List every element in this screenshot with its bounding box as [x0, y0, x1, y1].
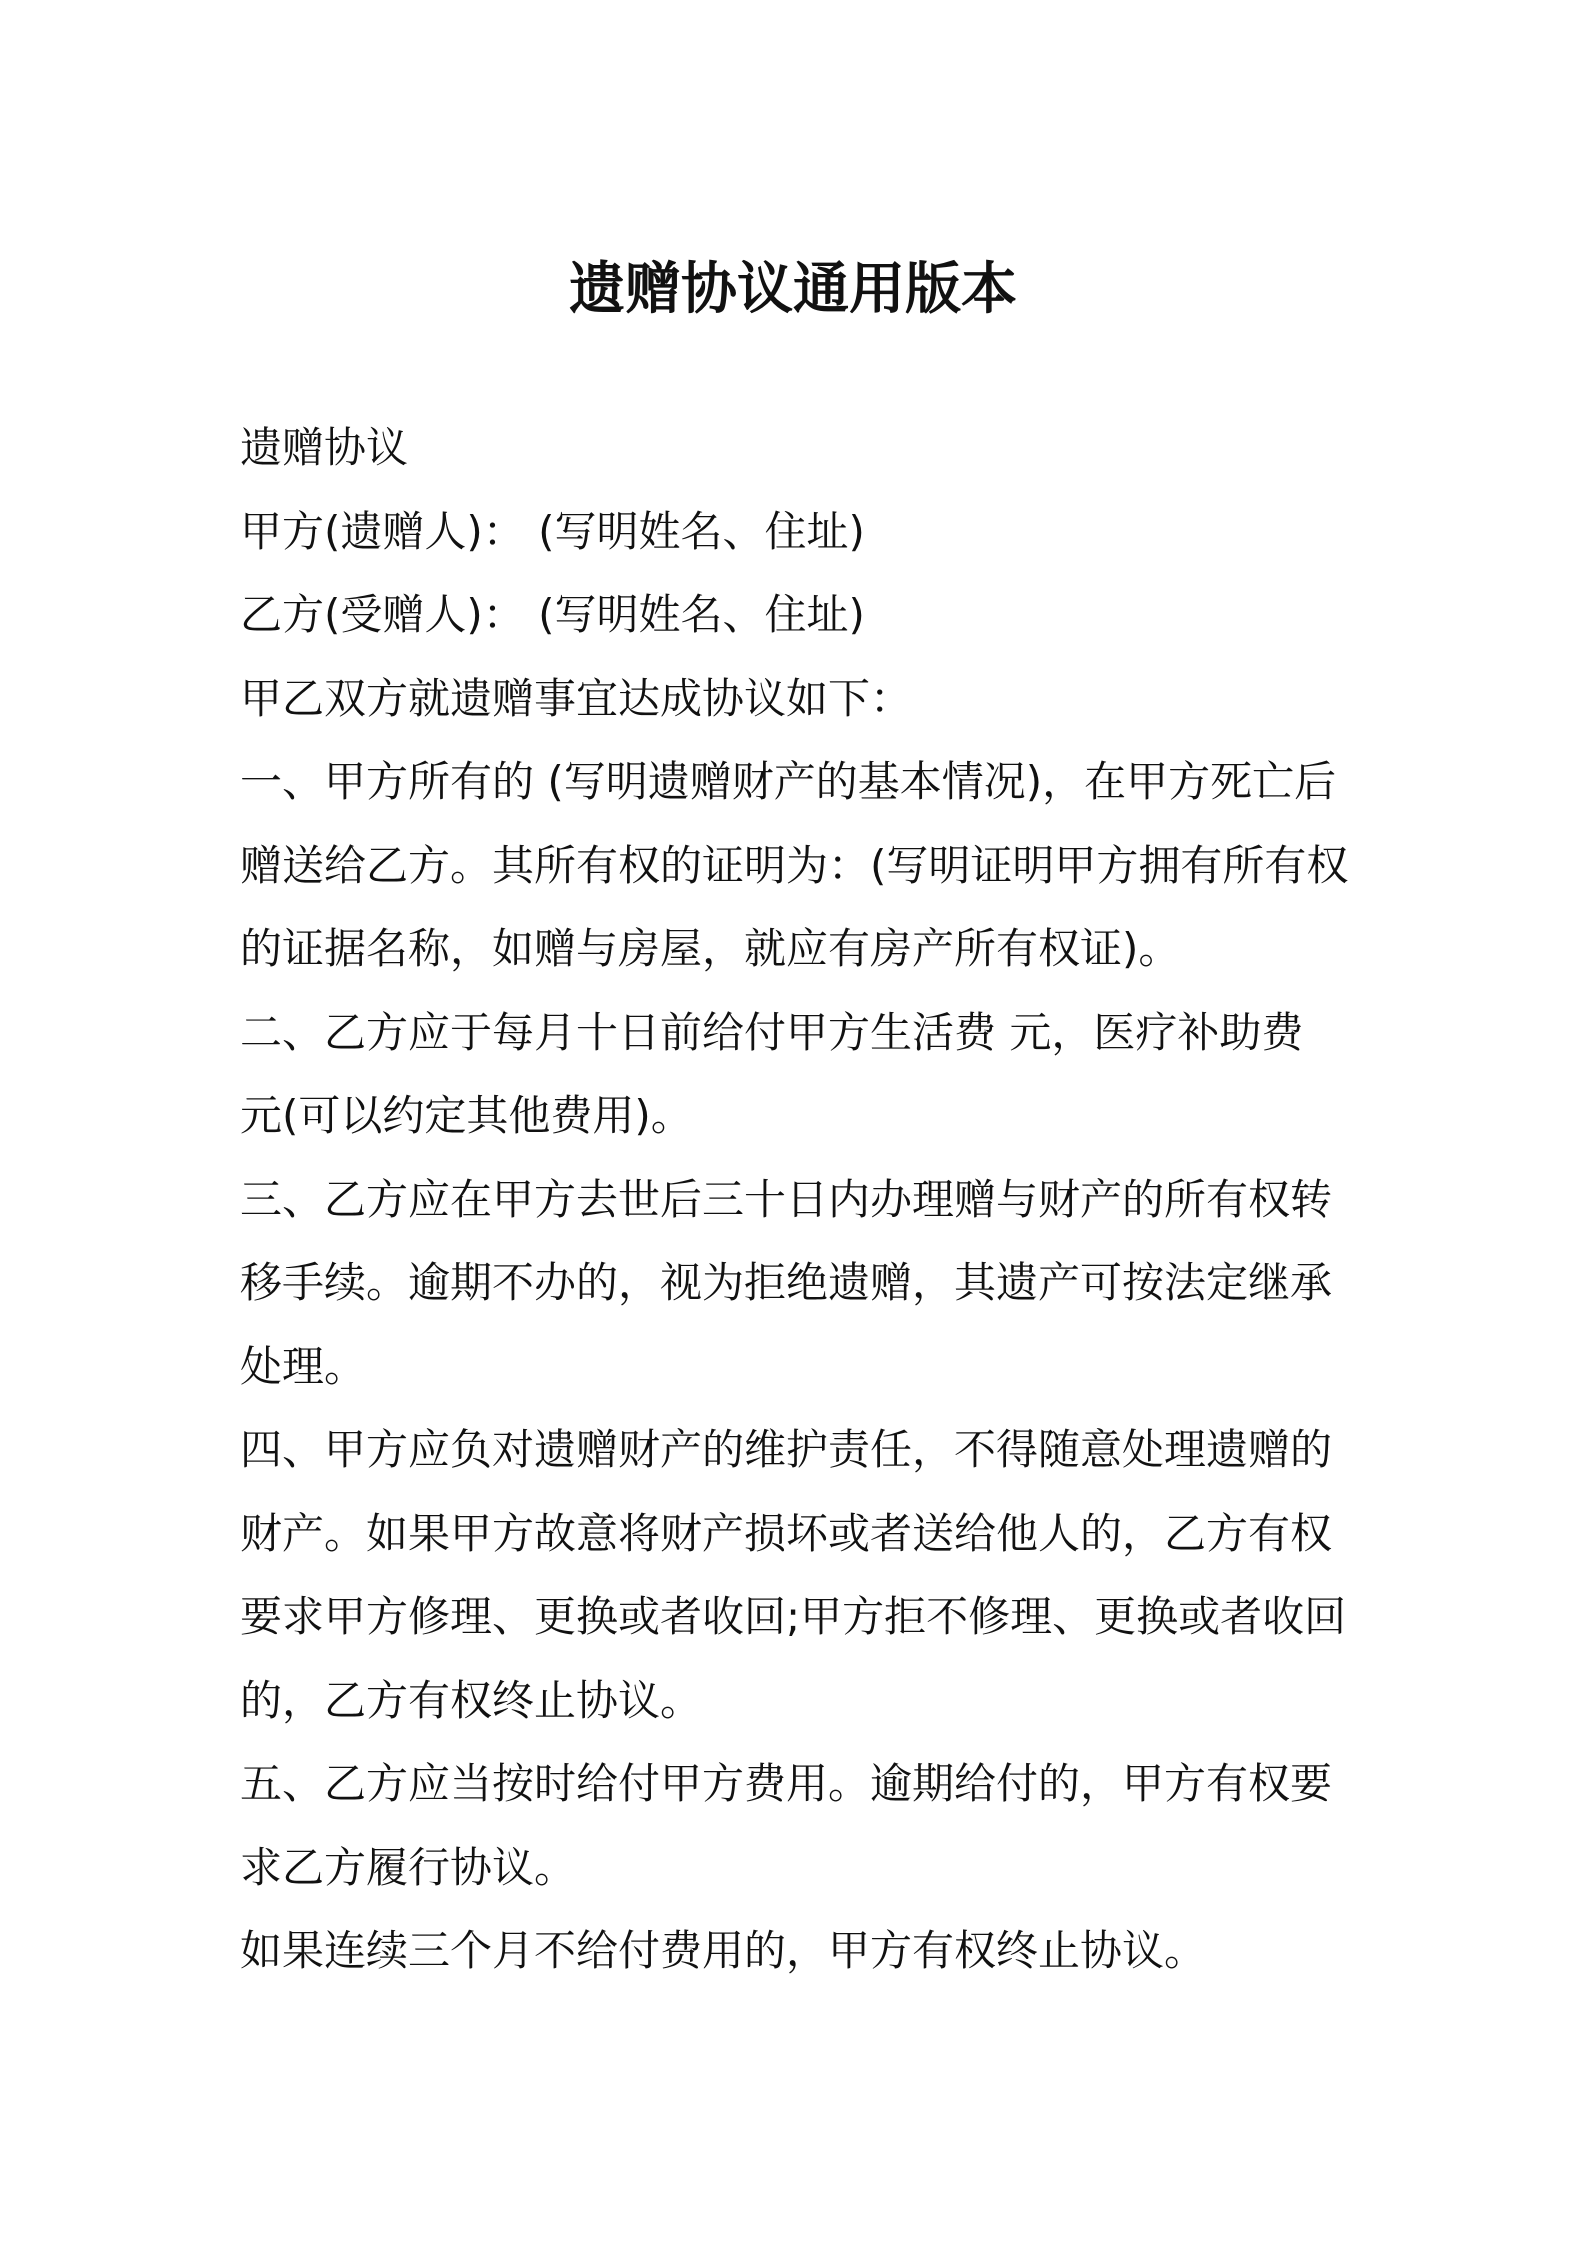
clause-4-line-3: 要求甲方修理、更换或者收回;甲方拒不修理、更换或者收回 — [240, 1592, 1347, 1641]
document-title: 遗赠协议通用版本 — [569, 257, 1017, 322]
clause-5-line-2: 求乙方履行协议。 — [240, 1842, 577, 1892]
clause-3-line-3: 处理。 — [240, 1341, 367, 1391]
agreement-intro: 甲乙双方就遗赠事宜达成协议如下： — [240, 673, 913, 723]
clause-5-line-3: 如果连续三个月不给付费用的，甲方有权终止协议。 — [240, 1926, 1207, 1975]
clause-3-line-1: 三、乙方应在甲方去世后三十日内办理赠与财产的所有权转 — [240, 1174, 1333, 1224]
document-body — [240, 406, 1350, 1993]
clause-2-line-2: 元(可以约定其他费用)。 — [240, 1091, 693, 1140]
clause-1-line-3: 的证据名称，如赠与房屋，就应有房产所有权证)。 — [240, 924, 1181, 973]
clause-1-line-1: 一、甲方所有的 (写明遗赠财产的基本情况)，在甲方死亡后 — [240, 757, 1337, 806]
clause-3-line-2: 移手续。逾期不办的，视为拒绝遗赠，其遗产可按法定继承 — [240, 1258, 1333, 1307]
party-a-line: 甲方(遗赠人)： (写明姓名、住址) — [240, 506, 865, 556]
clause-4-line-4: 的，乙方有权终止协议。 — [240, 1675, 703, 1725]
clause-5-line-1: 五、乙方应当按时给付甲方费用。逾期给付的，甲方有权要 — [240, 1759, 1333, 1808]
clause-4-line-2: 财产。如果甲方故意将财产损坏或者送给他人的，乙方有权 — [240, 1508, 1333, 1558]
clause-4-line-1: 四、甲方应负对遗赠财产的维护责任，不得随意处理遗赠的 — [240, 1425, 1333, 1474]
clause-1-line-2: 赠送给乙方。其所有权的证明为：(写明证明甲方拥有所有权 — [240, 840, 1349, 890]
section-heading: 遗赠协议 — [240, 423, 409, 472]
clause-2-line-1: 二、乙方应于每月十日前给付甲方生活费 元，医疗补助费 — [240, 1007, 1304, 1057]
party-b-line: 乙方(受赠人)： (写明姓名、住址) — [240, 590, 865, 639]
